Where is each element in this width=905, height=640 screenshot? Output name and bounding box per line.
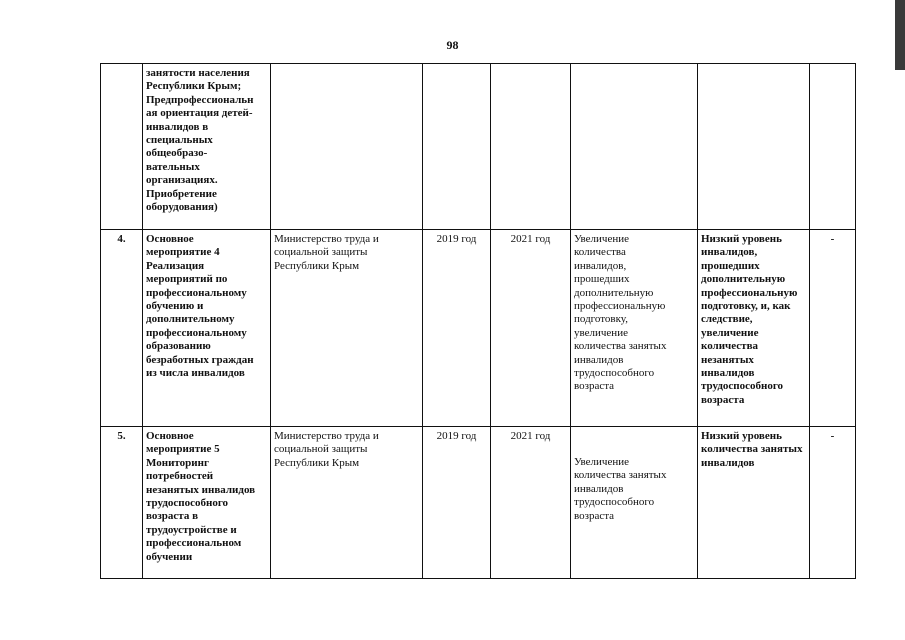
row-number-cell: 5.	[101, 427, 143, 579]
end-year-cell	[491, 64, 571, 230]
end-year-cell: 2021 год	[491, 427, 571, 579]
result-text: Увеличение количества занятых инвалидов трудоспособного возраста	[574, 456, 667, 522]
table-row	[101, 64, 856, 230]
start-year-cell	[423, 64, 491, 230]
risk-cell	[698, 64, 810, 230]
row-number-cell: 4.	[101, 230, 143, 427]
risk-cell: Низкий уровень количества занятых инвалидов	[698, 427, 810, 579]
start-year-cell: 2019 год	[423, 427, 491, 579]
start-year-cell: 2019 год	[423, 230, 491, 427]
executor-cell: Министерство труда и социальной защиты Республики Крым	[271, 427, 423, 579]
link-cell: -	[810, 230, 856, 427]
executor-cell	[271, 64, 423, 230]
measures-table	[100, 63, 856, 579]
result-cell	[571, 427, 698, 579]
page-number: 98	[446, 38, 459, 52]
event-cell: Основное мероприятие 5 Мониторинг потребностей незанятых инвалидов трудоспособного возраста в трудоустройстве и профессиональном обучении	[143, 427, 271, 579]
executor-cell: Министерство труда и социальной защиты Республики Крым	[271, 230, 423, 427]
end-year-cell: 2021 год	[491, 230, 571, 427]
table-row	[101, 427, 856, 579]
link-cell	[810, 64, 856, 230]
table-row	[101, 230, 856, 427]
row-number-cell	[101, 64, 143, 230]
event-cell: Основное мероприятие 4 Реализация мероприятий по профессиональному обучению и дополнительному профессиональному образованию безработных граждан из числа инвалидов	[143, 230, 271, 427]
link-cell: -	[810, 427, 856, 579]
risk-cell: Низкий уровень инвалидов, прошедших дополнительную профессиональную подготовку, и, как следствие, увеличение количества незанятых инвалидов трудоспособного возраста	[698, 230, 810, 427]
scan-edge-shadow	[895, 0, 905, 70]
event-cell: занятости населения Республики Крым; Предпрофессиональн ая ориентация детей- инвалидов в специальных общеобразо- вательных организациях. Приобретение оборудования)	[143, 64, 271, 230]
result-cell: Увеличение количества инвалидов, прошедших дополнительную профессиональную подготовку, увеличение количества занятых инвалидов трудоспособного возраста	[571, 230, 698, 427]
result-cell	[571, 64, 698, 230]
